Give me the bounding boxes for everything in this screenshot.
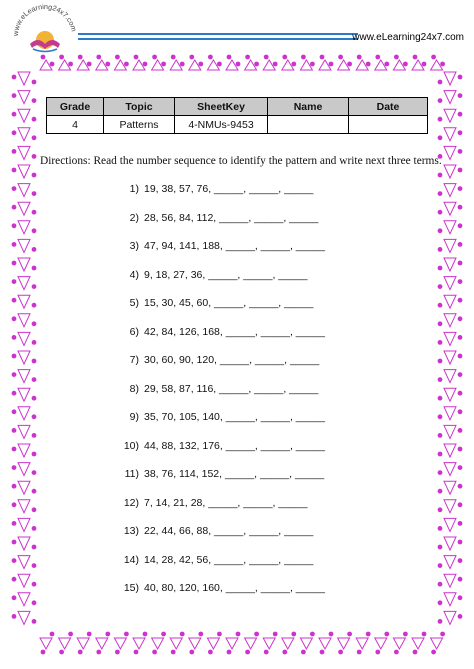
problem-item — [116, 497, 325, 526]
problem-number: 2) — [129, 211, 139, 224]
problem-number: 5) — [129, 297, 139, 309]
logo-text: www.eLearning24x7.com — [10, 2, 79, 37]
problem-number: 7) — [129, 354, 139, 366]
problem-sequence[interactable]: 7, 14, 21, 28, _____, _____, _____ — [144, 496, 308, 509]
problem-number: 1) — [129, 183, 139, 195]
problem-list — [116, 183, 325, 611]
info-table — [46, 97, 428, 134]
problem-number: 14) — [123, 553, 139, 566]
problem-item — [116, 468, 325, 497]
header-rule — [78, 33, 358, 43]
problem-sequence[interactable]: 42, 84, 126, 168, _____, _____, _____ — [144, 325, 325, 338]
info-table-row — [47, 116, 428, 134]
problem-number: 11) — [124, 468, 139, 480]
header-sheetkey: SheetKey — [175, 98, 268, 116]
problem-item — [116, 554, 325, 583]
problem-item — [116, 326, 325, 355]
problem-number: 4) — [129, 268, 139, 281]
problem-number: 10) — [123, 439, 139, 452]
problem-item — [116, 269, 325, 298]
problem-item — [116, 240, 325, 269]
date-field[interactable] — [349, 116, 428, 134]
problem-sequence[interactable]: 14, 28, 42, 56, _____, _____, _____ — [144, 553, 314, 566]
problem-sequence[interactable]: 30, 60, 90, 120, _____, _____, _____ — [144, 354, 320, 366]
topic-value: Patterns — [104, 116, 175, 134]
problem-item — [116, 411, 325, 440]
problem-number: 6) — [129, 325, 139, 338]
header-date: Date — [349, 98, 428, 116]
elearning-logo — [10, 2, 80, 60]
problem-number: 9) — [129, 411, 139, 423]
problem-item — [116, 440, 325, 469]
directions-text: Directions: Read the number sequence to identify the pattern and write next three terms. — [40, 155, 442, 167]
info-table-header-row — [47, 98, 428, 116]
problem-sequence[interactable]: 35, 70, 105, 140, _____, _____, _____ — [144, 411, 325, 423]
problem-item — [116, 383, 325, 412]
problem-item — [116, 354, 325, 383]
problem-sequence[interactable]: 38, 76, 114, 152, _____, _____, _____ — [144, 468, 325, 480]
grade-value: 4 — [47, 116, 104, 134]
problem-sequence[interactable]: 28, 56, 84, 112, _____, _____, _____ — [144, 211, 319, 224]
problem-sequence[interactable]: 40, 80, 120, 160, _____, _____, _____ — [144, 582, 325, 594]
problem-item — [116, 297, 325, 326]
site-url: www.eLearning24x7.com — [352, 32, 464, 43]
header-grade: Grade — [47, 98, 104, 116]
problem-item — [116, 582, 325, 611]
problem-number: 15) — [123, 582, 139, 594]
problem-sequence[interactable]: 22, 44, 66, 88, _____, _____, _____ — [144, 525, 314, 537]
problem-number: 3) — [129, 240, 139, 252]
header-name: Name — [268, 98, 349, 116]
problem-sequence[interactable]: 15, 30, 45, 60, _____, _____, _____ — [144, 297, 314, 309]
problem-sequence[interactable]: 44, 88, 132, 176, _____, _____, _____ — [144, 439, 325, 452]
problem-number: 8) — [129, 382, 139, 395]
problem-sequence[interactable]: 19, 38, 57, 76, _____, _____, _____ — [144, 183, 314, 195]
problem-item — [116, 183, 325, 212]
sheetkey-value: 4-NMUs-9453 — [175, 116, 268, 134]
problem-sequence[interactable]: 47, 94, 141, 188, _____, _____, _____ — [144, 240, 325, 252]
problem-sequence[interactable]: 9, 18, 27, 36, _____, _____, _____ — [144, 268, 308, 281]
name-field[interactable] — [268, 116, 349, 134]
problem-number: 13) — [123, 525, 139, 537]
problem-item — [116, 212, 325, 241]
problem-sequence[interactable]: 29, 58, 87, 116, _____, _____, _____ — [144, 382, 319, 395]
problem-number: 12) — [123, 496, 139, 509]
problem-item — [116, 525, 325, 554]
header-topic: Topic — [104, 98, 175, 116]
